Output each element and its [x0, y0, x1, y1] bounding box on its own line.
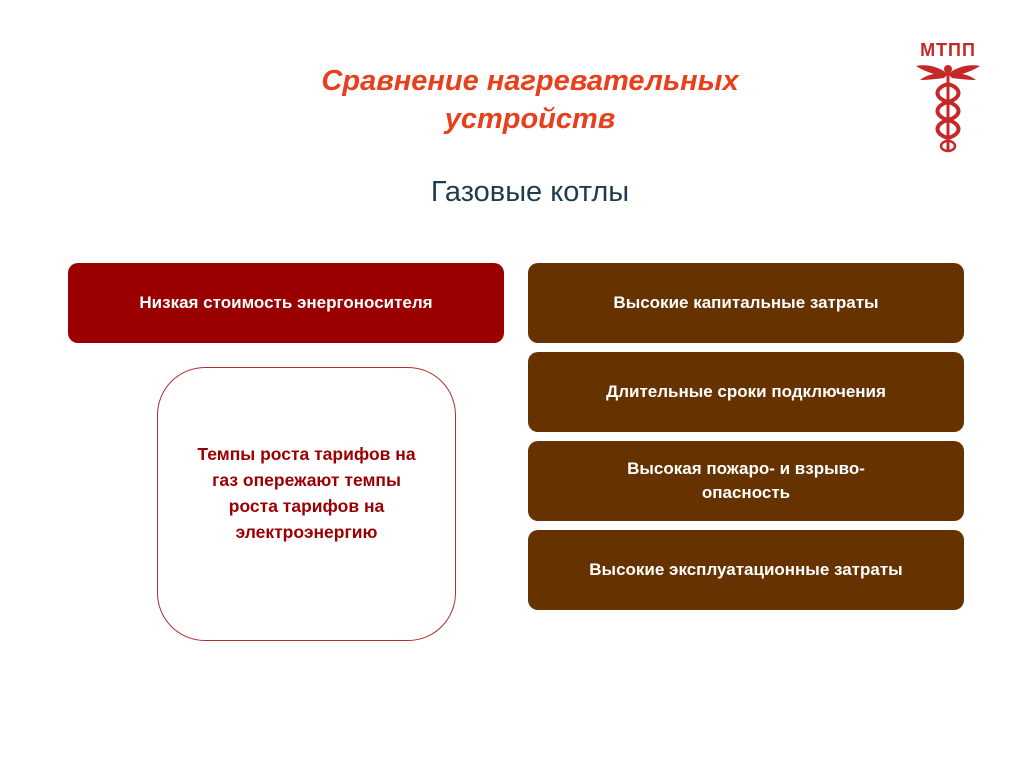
disadvantage-text: Длительные сроки подключения — [606, 382, 886, 401]
slide-title: Сравнение нагревательных устройств — [321, 65, 739, 135]
logo-text: МТПП — [920, 40, 976, 60]
advantage-text: Низкая стоимость энергоносителя — [139, 293, 433, 312]
disadvantage-box-fire-hazard — [528, 441, 964, 521]
disadvantage-text: Высокая пожаро- и взрыво-опасность — [627, 459, 865, 502]
disadvantage-box-connection-time — [528, 352, 964, 432]
advantage-box — [68, 263, 504, 343]
disadvantage-text: Высокие эксплуатационные затраты — [589, 560, 903, 579]
mtpp-logo — [912, 40, 984, 156]
tariff-note-text: Темпы роста тарифов на газ опережают темпы роста тарифов на электроэнергию — [197, 444, 416, 542]
caduceus-icon — [912, 60, 984, 156]
disadvantage-text: Высокие капитальные затраты — [613, 293, 879, 312]
slide-subtitle: Газовые котлы — [430, 176, 630, 208]
disadvantage-box-operating-costs — [528, 530, 964, 610]
disadvantage-box-capital-costs — [528, 263, 964, 343]
tariff-note — [157, 367, 456, 641]
